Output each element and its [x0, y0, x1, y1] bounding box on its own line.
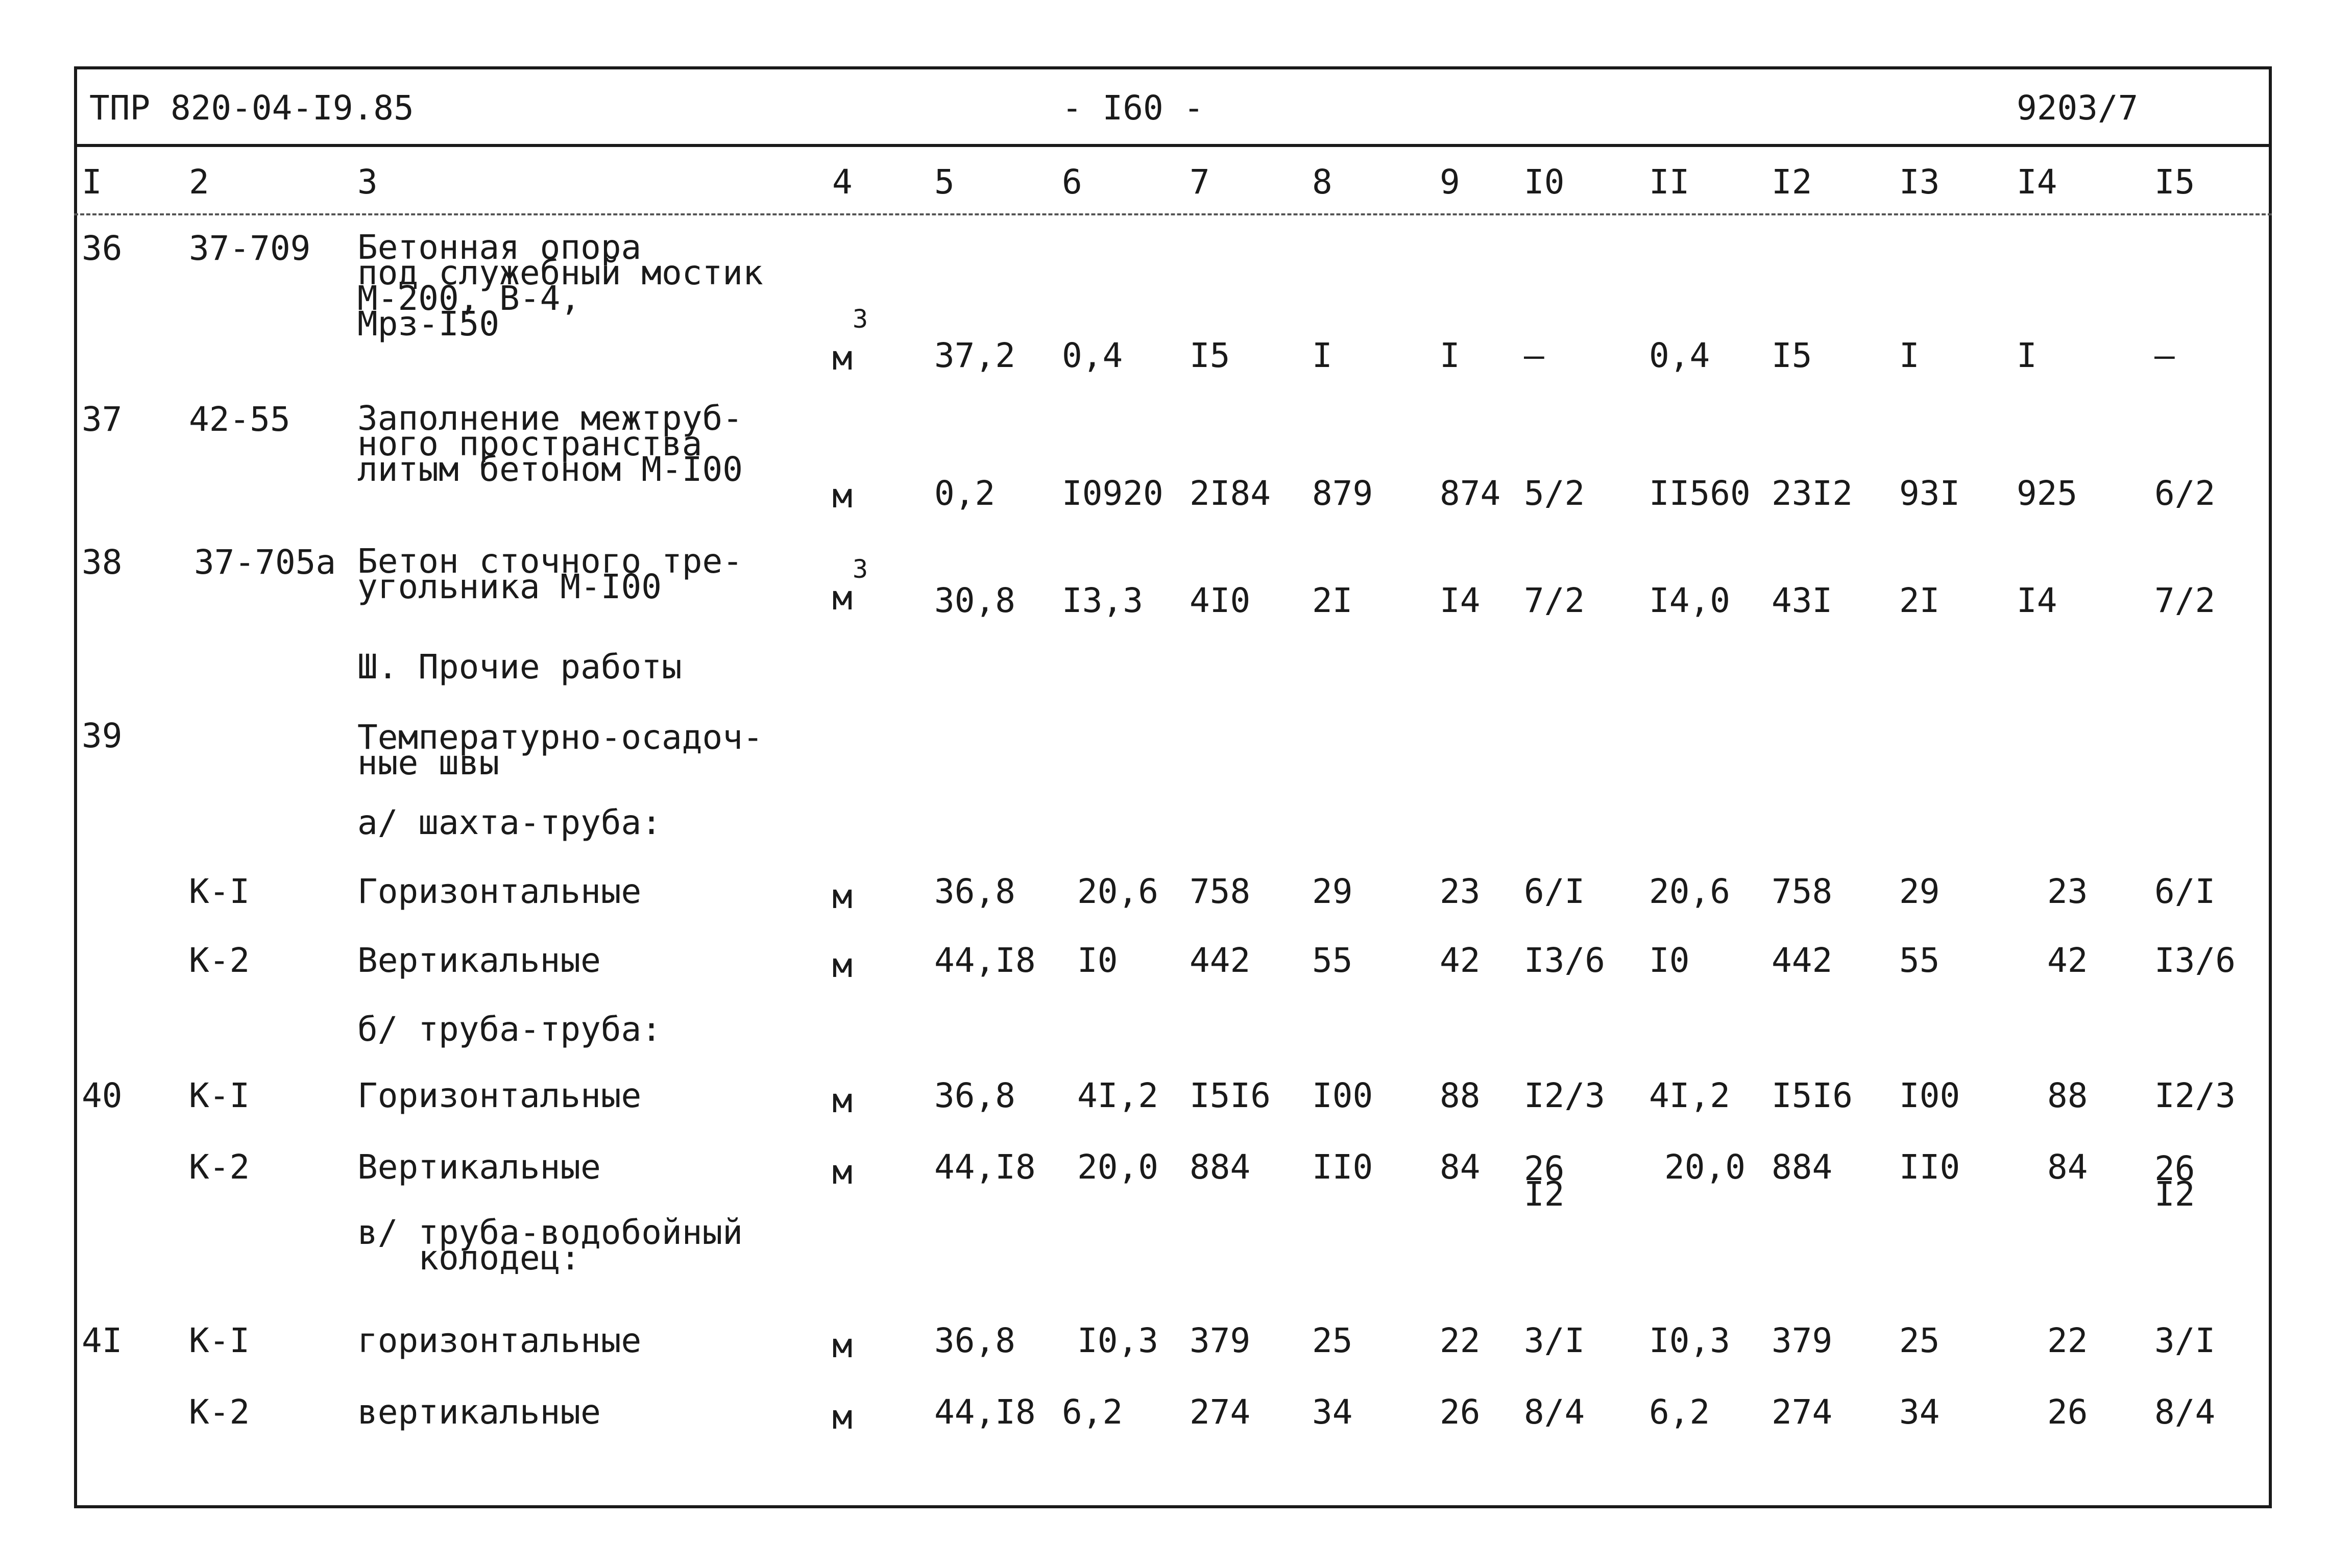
row-unit: м	[832, 1326, 853, 1365]
cell-col9: 22	[1440, 1321, 1481, 1360]
cell-col5: 0,2	[934, 474, 996, 513]
row-number: 38	[82, 543, 123, 582]
unit-superscript: 3	[853, 304, 868, 334]
col-header-7: 7	[1190, 162, 1210, 202]
row-unit: м	[832, 946, 853, 985]
col-header-8: 8	[1312, 162, 1332, 202]
cell-col6: 6,2	[1062, 1392, 1123, 1432]
cell-col10: I2/3	[1524, 1076, 1605, 1115]
header-divider	[74, 144, 2272, 147]
cell-col10: 3/I	[1524, 1321, 1585, 1360]
row-description: Температурно-осадоч- ные швы	[357, 718, 763, 782]
cell-col9: 42	[1440, 941, 1481, 980]
row-number: 4I	[82, 1321, 123, 1360]
cell-col8: 25	[1312, 1321, 1353, 1360]
cell-col13: 55	[1899, 941, 1940, 980]
cell-col6: I3,3	[1062, 581, 1143, 620]
cell-col12: 23I2	[1772, 474, 1853, 513]
row-description: горизонтальные	[357, 1321, 642, 1360]
cell-col12: 43I	[1772, 581, 1833, 620]
row-code: К-2	[189, 1392, 250, 1432]
cell-col12: 274	[1772, 1392, 1833, 1432]
cell-col12: I5I6	[1772, 1076, 1853, 1115]
col-header-11: II	[1649, 162, 1690, 202]
col-header-5: 5	[934, 162, 955, 202]
col-header-6: 6	[1062, 162, 1082, 202]
cell-col11: 20,6	[1649, 872, 1730, 911]
cell-col11: I0	[1649, 941, 1690, 980]
cell-col15: 26 I2	[2154, 1149, 2195, 1214]
cell-col14: 925	[2017, 474, 2078, 513]
cell-col10: 8/4	[1524, 1392, 1585, 1432]
cell-col8: 2I	[1312, 581, 1353, 620]
row-description: Вертикальные	[357, 941, 601, 980]
cell-col13: 34	[1899, 1392, 1940, 1432]
row-unit: м	[832, 1081, 853, 1120]
subsection-heading: б/ труба-труба:	[357, 1010, 662, 1049]
row-description: Горизонтальные	[357, 1076, 642, 1115]
cell-col6: 0,4	[1062, 336, 1123, 375]
cell-col9: 84	[1440, 1147, 1481, 1187]
cell-col10: 6/I	[1524, 872, 1585, 911]
col-header-3: 3	[357, 162, 378, 202]
cell-col10: 26 I2	[1524, 1149, 1565, 1214]
cell-col7: 2I84	[1190, 474, 1271, 513]
row-unit: м	[832, 877, 853, 916]
cell-col15: 8/4	[2154, 1392, 2216, 1432]
cell-col6: 4I,2	[1077, 1076, 1158, 1115]
cell-col7: 274	[1190, 1392, 1251, 1432]
cell-col9: 23	[1440, 872, 1481, 911]
row-number: 37	[82, 400, 123, 439]
col-header-10: I0	[1524, 162, 1565, 202]
cell-col7: 884	[1190, 1147, 1251, 1187]
col-header-9: 9	[1440, 162, 1460, 202]
cell-col14: 42	[2047, 941, 2088, 980]
unit-superscript: 3	[853, 554, 868, 584]
col-header-14: I4	[2017, 162, 2057, 202]
subsection-heading: в/ труба-водобойный колодец:	[357, 1213, 743, 1278]
col-header-12: I2	[1772, 162, 1812, 202]
row-unit: м	[832, 476, 853, 516]
cell-col5: 44,I8	[934, 941, 1036, 980]
cell-col13: 25	[1899, 1321, 1940, 1360]
cell-col14: I	[2017, 336, 2037, 375]
cell-col9: 88	[1440, 1076, 1481, 1115]
row-description: Заполнение межтруб- ного пространства литым бетоном М-I00	[357, 399, 743, 489]
cell-col9: I4	[1440, 581, 1481, 620]
cell-col12: 884	[1772, 1147, 1833, 1187]
cell-col7: 442	[1190, 941, 1251, 980]
row-description: вертикальные	[357, 1392, 601, 1432]
cell-col13: 29	[1899, 872, 1940, 911]
cell-col14: 88	[2047, 1076, 2088, 1115]
cell-col15: –	[2154, 336, 2175, 375]
cell-col9: I	[1440, 336, 1460, 375]
section-heading: Ш. Прочие работы	[357, 647, 682, 687]
row-unit: м	[832, 338, 853, 378]
cell-col10: 7/2	[1524, 581, 1585, 620]
cell-col14: 84	[2047, 1147, 2088, 1187]
cell-col5: 36,8	[934, 1076, 1015, 1115]
page-number: - I60 -	[1062, 88, 1204, 128]
col-header-13: I3	[1899, 162, 1940, 202]
cell-col15: I3/6	[2154, 941, 2236, 980]
cell-col6: I0920	[1062, 474, 1163, 513]
column-header-divider	[74, 213, 2272, 215]
cell-col11: 0,4	[1649, 336, 1710, 375]
cell-col9: 26	[1440, 1392, 1481, 1432]
cell-col14: 26	[2047, 1392, 2088, 1432]
cell-col12: 379	[1772, 1321, 1833, 1360]
cell-col14: 22	[2047, 1321, 2088, 1360]
cell-col11: 6,2	[1649, 1392, 1710, 1432]
row-description: Бетон сточного тре- угольника М-I00	[357, 542, 743, 606]
cell-col6: 20,0	[1077, 1147, 1158, 1187]
cell-col8: I	[1312, 336, 1332, 375]
cell-col5: 44,I8	[934, 1147, 1036, 1187]
col-header-2: 2	[189, 162, 209, 202]
cell-col12: 442	[1772, 941, 1833, 980]
cell-col6: 20,6	[1077, 872, 1158, 911]
cell-col11: I4,0	[1649, 581, 1730, 620]
row-code: К-2	[189, 941, 250, 980]
cell-col5: 36,8	[934, 1321, 1015, 1360]
row-code: К-I	[189, 872, 250, 911]
cell-col15: 6/2	[2154, 474, 2216, 513]
col-header-15: I5	[2154, 162, 2195, 202]
cell-col11: 20,0	[1664, 1147, 1745, 1187]
cell-col5: 37,2	[934, 336, 1015, 375]
row-number: 40	[82, 1076, 123, 1115]
cell-col8: 879	[1312, 474, 1373, 513]
cell-col11: 4I,2	[1649, 1076, 1730, 1115]
sheet-code: 9203/7	[2017, 88, 2139, 128]
cell-col7: 758	[1190, 872, 1251, 911]
row-number: 36	[82, 229, 123, 268]
row-code: К-2	[189, 1147, 250, 1187]
cell-col11: I0,3	[1649, 1321, 1730, 1360]
row-code: 37-705а	[194, 543, 336, 582]
cell-col13: I	[1899, 336, 1920, 375]
cell-col15: 7/2	[2154, 581, 2216, 620]
row-code: 42-55	[189, 400, 290, 439]
cell-col13: 2I	[1899, 581, 1940, 620]
cell-col8: I00	[1312, 1076, 1373, 1115]
row-code: К-I	[189, 1076, 250, 1115]
cell-col10: –	[1524, 336, 1544, 375]
row-unit: м	[832, 1398, 853, 1437]
cell-col7: 379	[1190, 1321, 1251, 1360]
cell-col8: 55	[1312, 941, 1353, 980]
cell-col13: II0	[1899, 1147, 1960, 1187]
row-code: 37-709	[189, 229, 311, 268]
cell-col14: 23	[2047, 872, 2088, 911]
cell-col11: II560	[1649, 474, 1751, 513]
cell-col10: I3/6	[1524, 941, 1605, 980]
cell-col8: 29	[1312, 872, 1353, 911]
cell-col6: I0,3	[1077, 1321, 1158, 1360]
row-description: Горизонтальные	[357, 872, 642, 911]
cell-col12: 758	[1772, 872, 1833, 911]
cell-col13: 93I	[1899, 474, 1960, 513]
cell-col8: II0	[1312, 1147, 1373, 1187]
cell-col13: I00	[1899, 1076, 1960, 1115]
cell-col12: I5	[1772, 336, 1812, 375]
row-number: 39	[82, 716, 123, 755]
row-code: К-I	[189, 1321, 250, 1360]
subsection-heading: а/ шахта-труба:	[357, 803, 662, 842]
col-header-1: I	[82, 162, 102, 202]
cell-col7: I5	[1190, 336, 1230, 375]
row-unit: м	[832, 1153, 853, 1192]
row-description: Вертикальные	[357, 1147, 601, 1187]
cell-col8: 34	[1312, 1392, 1353, 1432]
row-unit: м	[832, 578, 853, 618]
cell-col7: 4I0	[1190, 581, 1251, 620]
cell-col7: I5I6	[1190, 1076, 1271, 1115]
col-header-4: 4	[832, 162, 853, 202]
cell-col14: I4	[2017, 581, 2057, 620]
cell-col15: 3/I	[2154, 1321, 2216, 1360]
cell-col6: I0	[1077, 941, 1118, 980]
cell-col5: 30,8	[934, 581, 1015, 620]
row-description: Бетонная опора под служебный мостик М-200, В-4, Мрз-I50	[357, 228, 763, 344]
cell-col15: I2/3	[2154, 1076, 2236, 1115]
cell-col5: 44,I8	[934, 1392, 1036, 1432]
cell-col9: 874	[1440, 474, 1501, 513]
cell-col5: 36,8	[934, 872, 1015, 911]
cell-col10: 5/2	[1524, 474, 1585, 513]
cell-col15: 6/I	[2154, 872, 2216, 911]
doc-code: ТПР 820-04-I9.85	[89, 88, 414, 128]
